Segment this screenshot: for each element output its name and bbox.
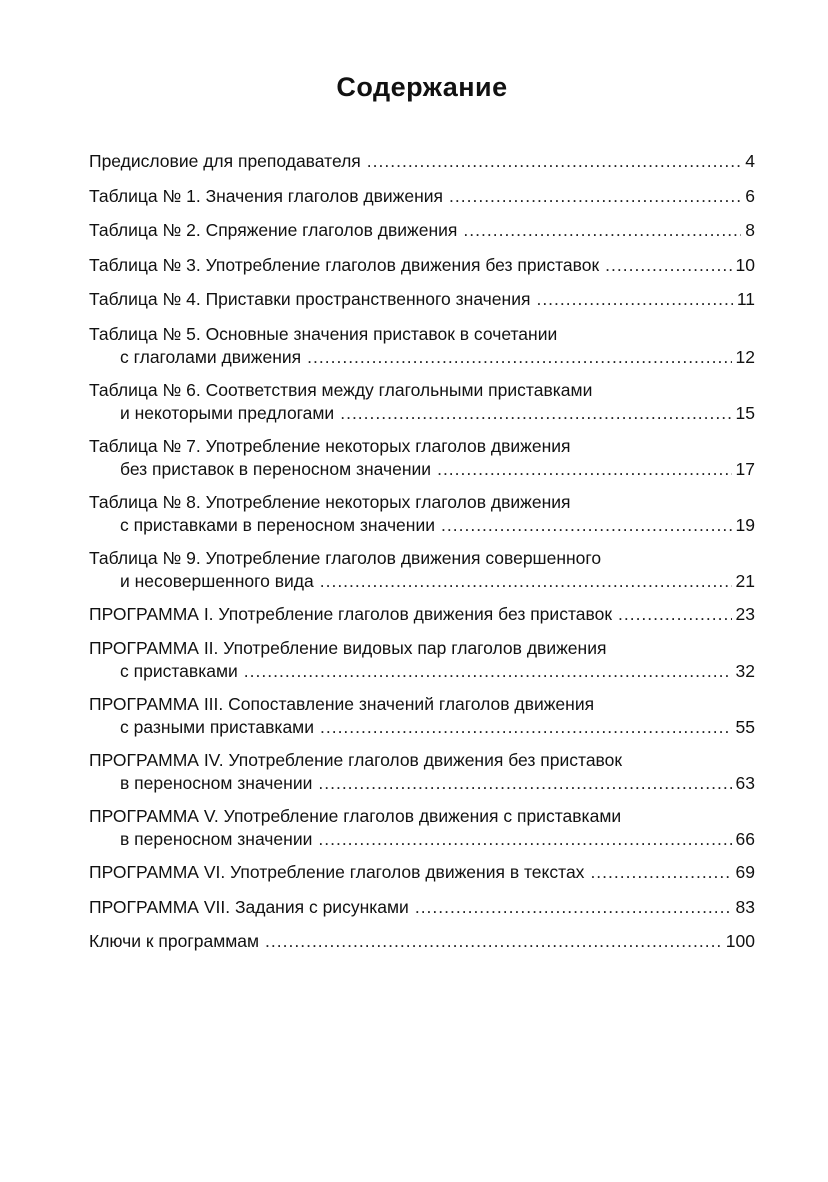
toc-line bbox=[89, 254, 755, 277]
toc-entry bbox=[89, 896, 755, 919]
dot-leader bbox=[415, 896, 732, 919]
toc-entry bbox=[89, 150, 755, 173]
dot-leader bbox=[265, 930, 722, 953]
toc-entry-title-cont: в переносном значении bbox=[120, 773, 313, 793]
toc-line-continued bbox=[89, 716, 755, 739]
toc-page-number: 6 bbox=[745, 185, 755, 206]
toc-entry-title: Таблица № 2. Спряжение глаголов движения bbox=[89, 220, 458, 240]
toc-entry-title: Таблица № 6. Соответствия между глагольными приставками bbox=[89, 379, 593, 400]
dot-leader bbox=[320, 716, 732, 739]
toc-entry-title: Таблица № 1. Значения глаголов движения bbox=[89, 185, 444, 206]
toc-entry bbox=[89, 637, 755, 683]
toc-line-continued bbox=[89, 772, 755, 795]
toc-line bbox=[89, 693, 755, 716]
toc-entry-title: Таблица № 9. Употребление глаголов движения совершенного bbox=[89, 547, 602, 568]
toc-page-number: 32 bbox=[735, 661, 755, 681]
toc-entry-title: ПРОГРАММА VII. Задания с рисунками bbox=[89, 896, 409, 917]
dot-leader bbox=[536, 288, 732, 311]
toc-line-continued bbox=[89, 828, 755, 851]
toc-page-number: 55 bbox=[735, 717, 755, 737]
toc-line bbox=[89, 491, 755, 514]
toc-line bbox=[89, 435, 755, 458]
toc-entry-title: ПРОГРАММА II. Употребление видовых пар глаголов движения bbox=[89, 638, 607, 658]
toc-entry bbox=[89, 603, 755, 626]
toc-line bbox=[89, 547, 755, 570]
toc-entry bbox=[89, 435, 755, 481]
toc-entry bbox=[89, 805, 755, 851]
toc-page-number: 63 bbox=[735, 773, 755, 793]
toc-entry-title: Таблица № 7. Употребление некоторых глаголов движения bbox=[89, 435, 571, 456]
toc-page-number: 66 bbox=[735, 829, 755, 849]
toc-entry-title: Предисловие для преподавателя bbox=[89, 151, 361, 171]
toc-line bbox=[89, 379, 755, 402]
toc-line bbox=[89, 185, 755, 208]
toc-page-number: 10 bbox=[735, 254, 755, 275]
dot-leader bbox=[437, 458, 731, 481]
dot-leader bbox=[605, 254, 731, 277]
toc-entry-title-cont: с приставками bbox=[120, 661, 238, 681]
toc-entry-title-cont: без приставок в переносном значении bbox=[120, 458, 432, 479]
toc-line bbox=[89, 603, 755, 626]
toc-page-number: 12 bbox=[735, 346, 755, 367]
toc-line bbox=[89, 896, 755, 919]
toc-page-number: 21 bbox=[735, 570, 755, 591]
toc-entry-title: Таблица № 3. Употребление глаголов движения без приставок bbox=[89, 254, 600, 275]
toc-entry bbox=[89, 547, 755, 593]
toc-page-number: 8 bbox=[745, 220, 755, 240]
page-title: Содержание bbox=[336, 72, 508, 102]
toc-entry bbox=[89, 693, 755, 739]
table-of-contents bbox=[89, 150, 755, 965]
toc-entry bbox=[89, 185, 755, 208]
toc-page-number: 83 bbox=[735, 896, 755, 917]
toc-line-continued bbox=[89, 660, 755, 683]
dot-leader bbox=[441, 514, 732, 537]
toc-entry-title: ПРОГРАММА I. Употребление глаголов движения без приставок bbox=[89, 603, 612, 624]
dot-leader bbox=[463, 219, 741, 242]
toc-entry-title-cont: с приставками в переносном значении bbox=[120, 514, 436, 535]
toc-entry-title-cont: и несовершенного вида bbox=[120, 570, 314, 591]
toc-entry bbox=[89, 379, 755, 425]
toc-entry bbox=[89, 288, 755, 311]
toc-entry-title: ПРОГРАММА VI. Употребление глаголов движения в текстах bbox=[89, 862, 585, 882]
toc-entry-title: Таблица № 4. Приставки пространственного значения bbox=[89, 289, 531, 309]
toc-line bbox=[89, 288, 755, 311]
toc-page-number: 19 bbox=[735, 514, 755, 535]
dot-leader bbox=[318, 828, 731, 851]
toc-page-number: 69 bbox=[735, 862, 755, 882]
dot-leader bbox=[244, 660, 732, 683]
toc-entry bbox=[89, 219, 755, 242]
toc-entry-title: ПРОГРАММА IV. Употребление глаголов движения без приставок bbox=[89, 750, 623, 770]
toc-line-continued bbox=[89, 570, 755, 593]
toc-line bbox=[89, 749, 755, 772]
toc-entry-title: ПРОГРАММА III. Сопоставление значений глаголов движения bbox=[89, 694, 595, 714]
toc-entry bbox=[89, 749, 755, 795]
toc-line-continued bbox=[89, 402, 755, 425]
toc-entry-title: Ключи к программам bbox=[89, 931, 260, 951]
dot-leader bbox=[340, 402, 731, 425]
toc-line-continued bbox=[89, 458, 755, 481]
toc-entry-title-cont: и некоторыми предлогами bbox=[120, 402, 335, 423]
toc-line bbox=[89, 150, 755, 173]
toc-line bbox=[89, 930, 755, 953]
dot-leader bbox=[618, 603, 732, 626]
toc-line bbox=[89, 805, 755, 828]
toc-line bbox=[89, 323, 755, 346]
toc-page-number: 15 bbox=[735, 402, 755, 423]
dot-leader bbox=[449, 185, 741, 208]
toc-page-number: 23 bbox=[735, 603, 755, 624]
toc-entry-title-cont: в переносном значении bbox=[120, 829, 313, 849]
toc-page-number: 4 bbox=[745, 151, 755, 171]
toc-entry-title-cont: с разными приставками bbox=[120, 717, 314, 737]
dot-leader bbox=[318, 772, 731, 795]
toc-page-number: 11 bbox=[736, 289, 755, 309]
toc-line-continued bbox=[89, 346, 755, 369]
toc-line bbox=[89, 861, 755, 884]
toc-line-continued bbox=[89, 514, 755, 537]
toc-line bbox=[89, 637, 755, 660]
toc-entry bbox=[89, 491, 755, 537]
dot-leader bbox=[307, 346, 731, 369]
toc-entry bbox=[89, 323, 755, 369]
toc-entry-title-cont: с глаголами движения bbox=[120, 346, 302, 367]
toc-entry bbox=[89, 861, 755, 884]
toc-page-number: 100 bbox=[725, 931, 755, 951]
toc-entry bbox=[89, 930, 755, 953]
toc-entry-title: Таблица № 8. Употребление некоторых глаголов движения bbox=[89, 491, 571, 512]
toc-page-number: 17 bbox=[735, 458, 755, 479]
toc-entry-title: Таблица № 5. Основные значения приставок в сочетании bbox=[89, 323, 558, 344]
toc-entry bbox=[89, 254, 755, 277]
dot-leader bbox=[590, 861, 731, 884]
dot-leader bbox=[320, 570, 732, 593]
toc-entry-title: ПРОГРАММА V. Употребление глаголов движения с приставками bbox=[89, 806, 622, 826]
toc-line bbox=[89, 219, 755, 242]
dot-leader bbox=[367, 150, 741, 173]
